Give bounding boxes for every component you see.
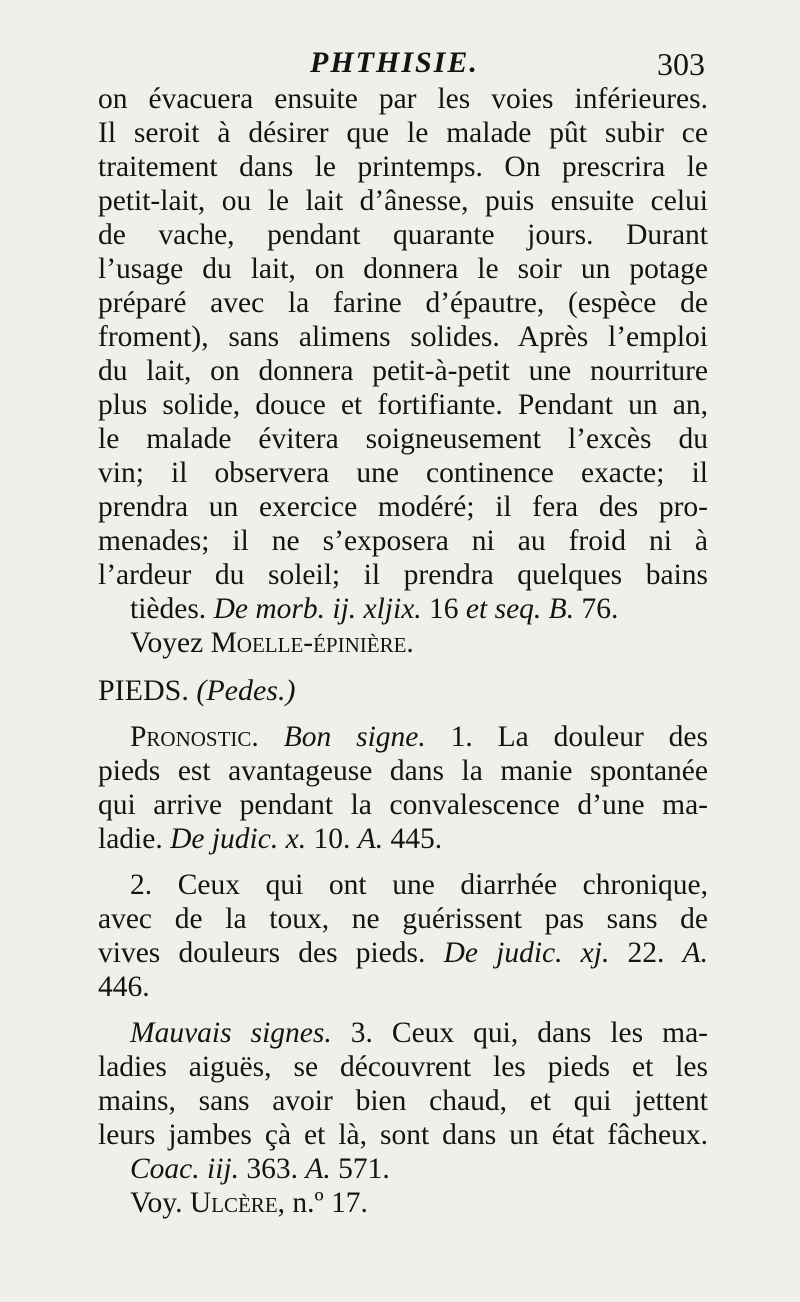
text-line: petit-lait, ou le lait d’ânesse, puis ensuite celui: [98, 185, 708, 217]
text-line: qui arrive pendant la convalescence d’une ma-: [98, 789, 708, 821]
text-line: traitement dans le printemps. On prescrira le: [98, 151, 708, 183]
text-fragment: 1. La douleur des: [450, 721, 708, 753]
text-line: [98, 1016, 708, 1050]
paragraph-bon-signe: [98, 720, 708, 856]
text-fragment: ladie.: [98, 823, 163, 855]
citation-work: De judic. x.: [170, 823, 307, 855]
text-line: l’ardeur du soleil; il prendra quelques bains: [98, 559, 708, 591]
see-also-target: Ulcère,: [189, 1187, 286, 1219]
see-also-label: Voyez: [130, 627, 204, 659]
citation-page: 571.: [338, 1153, 390, 1185]
citation-book: A.: [357, 823, 384, 855]
reference-line: [98, 1152, 708, 1186]
text-line: de vache, pendant quarante jours. Durant: [98, 219, 708, 251]
see-also-line: [98, 1186, 708, 1220]
text-line: vin; il observera une continence exacte; il: [98, 457, 708, 489]
see-also-line: [98, 626, 708, 660]
citation-number: 16: [429, 593, 459, 625]
text-line: mains, sans avoir bien chaud, et qui jettent: [98, 1085, 708, 1117]
citation-page: 445.: [390, 823, 443, 855]
text-line: on évacuera ensuite par les voies inférieures.: [98, 83, 708, 115]
page-number: 303: [657, 46, 705, 82]
citation-work: De morb. ij. xljix.: [213, 593, 422, 625]
see-also-label: Voy.: [130, 1187, 183, 1219]
text-line: froment), sans alimens solides. Après l’emploi: [98, 321, 708, 353]
citation-work: Coac. iij.: [130, 1153, 239, 1185]
text-fragment: tièdes.: [130, 593, 207, 625]
see-also-target: Moelle-épinière.: [210, 627, 414, 659]
reference-line: [98, 592, 708, 626]
citation-page: 446.: [98, 971, 150, 1003]
reference-line: [98, 822, 708, 856]
citation-number: 22.: [627, 937, 665, 969]
page-text: [98, 82, 708, 1220]
text-line: plus solide, douce et fortifiante. Pendant un an,: [98, 389, 708, 421]
text-line: [98, 720, 708, 754]
text-line: 2. Ceux qui ont une diarrhée chronique,: [130, 869, 708, 901]
page-header: [100, 44, 705, 84]
sign-label: Mauvais signes.: [130, 1017, 332, 1049]
citation-number: 10.: [313, 823, 351, 855]
reference-line: [98, 936, 708, 970]
section-heading-pieds: [98, 674, 708, 708]
paragraph-phthisie-treatment: [98, 82, 708, 660]
text-line: le malade évitera soigneusement l’excès du: [98, 423, 708, 455]
paragraph-mauvais-signes: [98, 1016, 708, 1220]
text-fragment: 3. Ceux qui, dans les ma-: [350, 1017, 708, 1049]
citation-book: A.: [305, 1153, 331, 1185]
text-line: menades; il ne s’exposera ni au froid ni à: [98, 525, 708, 557]
citation-book: B.: [548, 593, 575, 625]
text-line: Il seroit à désirer que le malade pût subir ce: [98, 117, 708, 149]
citation-work: De judic. xj.: [443, 937, 610, 969]
text-line: l’usage du lait, on donnera le soir un potage: [98, 253, 708, 285]
citation-seq: et seq.: [465, 593, 542, 625]
text-line: du lait, on donnera petit-à-petit une nourriture: [98, 355, 708, 387]
heading-latin: (Pedes.): [196, 674, 296, 707]
paragraph-diarrhee: [98, 868, 708, 1004]
citation-book: A.: [682, 937, 709, 969]
sign-label: Bon signe.: [283, 721, 426, 753]
text-line: ladies aiguës, se découvrent les pieds et les: [98, 1051, 708, 1083]
running-title: PHTHISIE.: [310, 46, 479, 79]
text-line: prendra un exercice modéré; il fera des pro-: [98, 491, 708, 523]
text-fragment: vives douleurs des pieds.: [98, 937, 426, 969]
text-line: préparé avec la farine d’épautre, (espèce de: [98, 287, 708, 319]
text-line: leurs jambes çà et là, sont dans un état fâcheux.: [98, 1119, 708, 1151]
text-line: avec de la toux, ne guérissent pas sans de: [98, 903, 708, 935]
section-label: Pronostic.: [130, 721, 259, 753]
heading-title: PIEDS.: [98, 674, 189, 707]
citation-page: 76.: [581, 593, 619, 625]
text-line: pieds est avantageuse dans la manie spontanée: [98, 755, 708, 787]
citation-number: 363.: [246, 1153, 298, 1185]
see-also-number: n.º 17.: [292, 1187, 368, 1219]
